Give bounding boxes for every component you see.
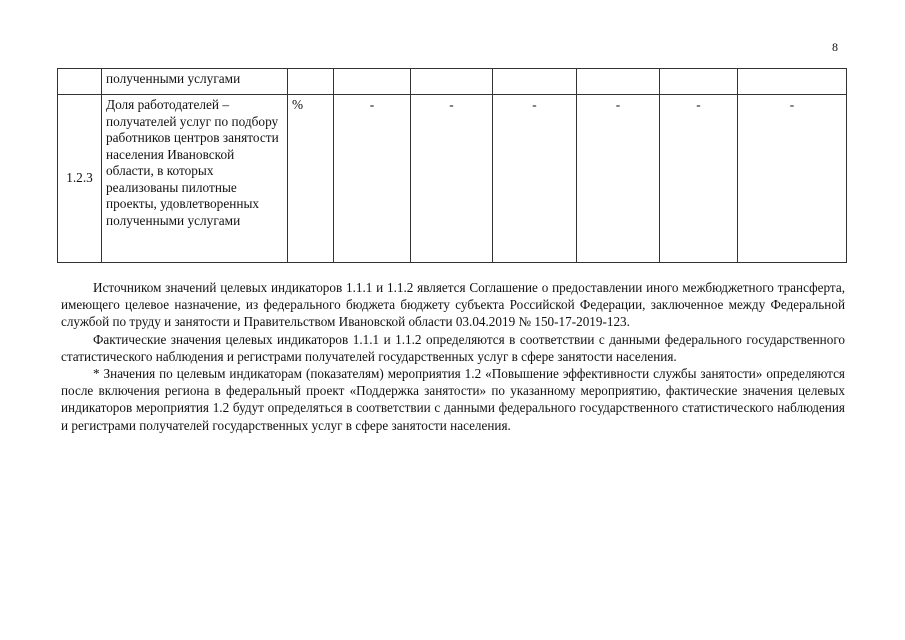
note-paragraph: * Значения по целевым индикаторам (показателям) мероприятия 1.2 «Повышение эффективности службы занятости» определяются после включения региона в федеральный проект «Поддержка занятости» по указанному мероприятию, фактические значения целевых индикаторов мероприятия 1.2 будут определяться в соответствии с данными федерального государственного статистического наблюдения и регистрами получателей государственных услуг в сфере занятости населения. — [61, 366, 845, 433]
value-cell: - — [493, 95, 577, 263]
unit-cell: % — [288, 95, 334, 263]
value-cell — [493, 69, 577, 95]
indicator-name-cell: Доля работодателей – получателей услуг по подбору работников центров занятости населения Ивановской области, в которых реализованы пилотные проекты, удовлетворенных полученными услугами — [102, 95, 288, 263]
unit-cell — [288, 69, 334, 95]
value-cell: - — [660, 95, 738, 263]
value-cell — [334, 69, 411, 95]
note-paragraph: Фактические значения целевых индикаторов 1.1.1 и 1.1.2 определяются в соответствии с данными федерального государственного статистического наблюдения и регистрами получателей государственных услуг в сфере занятости населения. — [61, 331, 845, 364]
value-cell: - — [577, 95, 660, 263]
value-cell — [411, 69, 493, 95]
table-row — [58, 69, 847, 95]
indicator-number-cell — [58, 69, 102, 95]
value-cell: - — [411, 95, 493, 263]
table-row — [58, 95, 847, 263]
indicator-number-cell: 1.2.3 — [58, 95, 102, 263]
value-cell — [660, 69, 738, 95]
value-cell — [738, 69, 847, 95]
value-cell: - — [738, 95, 847, 263]
indicators-table — [57, 68, 847, 263]
value-cell: - — [334, 95, 411, 263]
indicator-name-cell: полученными услугами — [102, 69, 288, 95]
note-paragraph: Источником значений целевых индикаторов 1.1.1 и 1.1.2 является Соглашение о предоставлении иного межбюджетного трансферта, имеющего целевое назначение, из федерального бюджета бюджету субъекта Российской Федерации, заключенное между Федеральной службой по труду и занятости и Правительством Ивановской области 03.04.2019 № 150-17-2019-123. — [61, 280, 845, 330]
value-cell — [577, 69, 660, 95]
notes-section — [61, 279, 845, 434]
page-number: 8 — [832, 40, 838, 54]
